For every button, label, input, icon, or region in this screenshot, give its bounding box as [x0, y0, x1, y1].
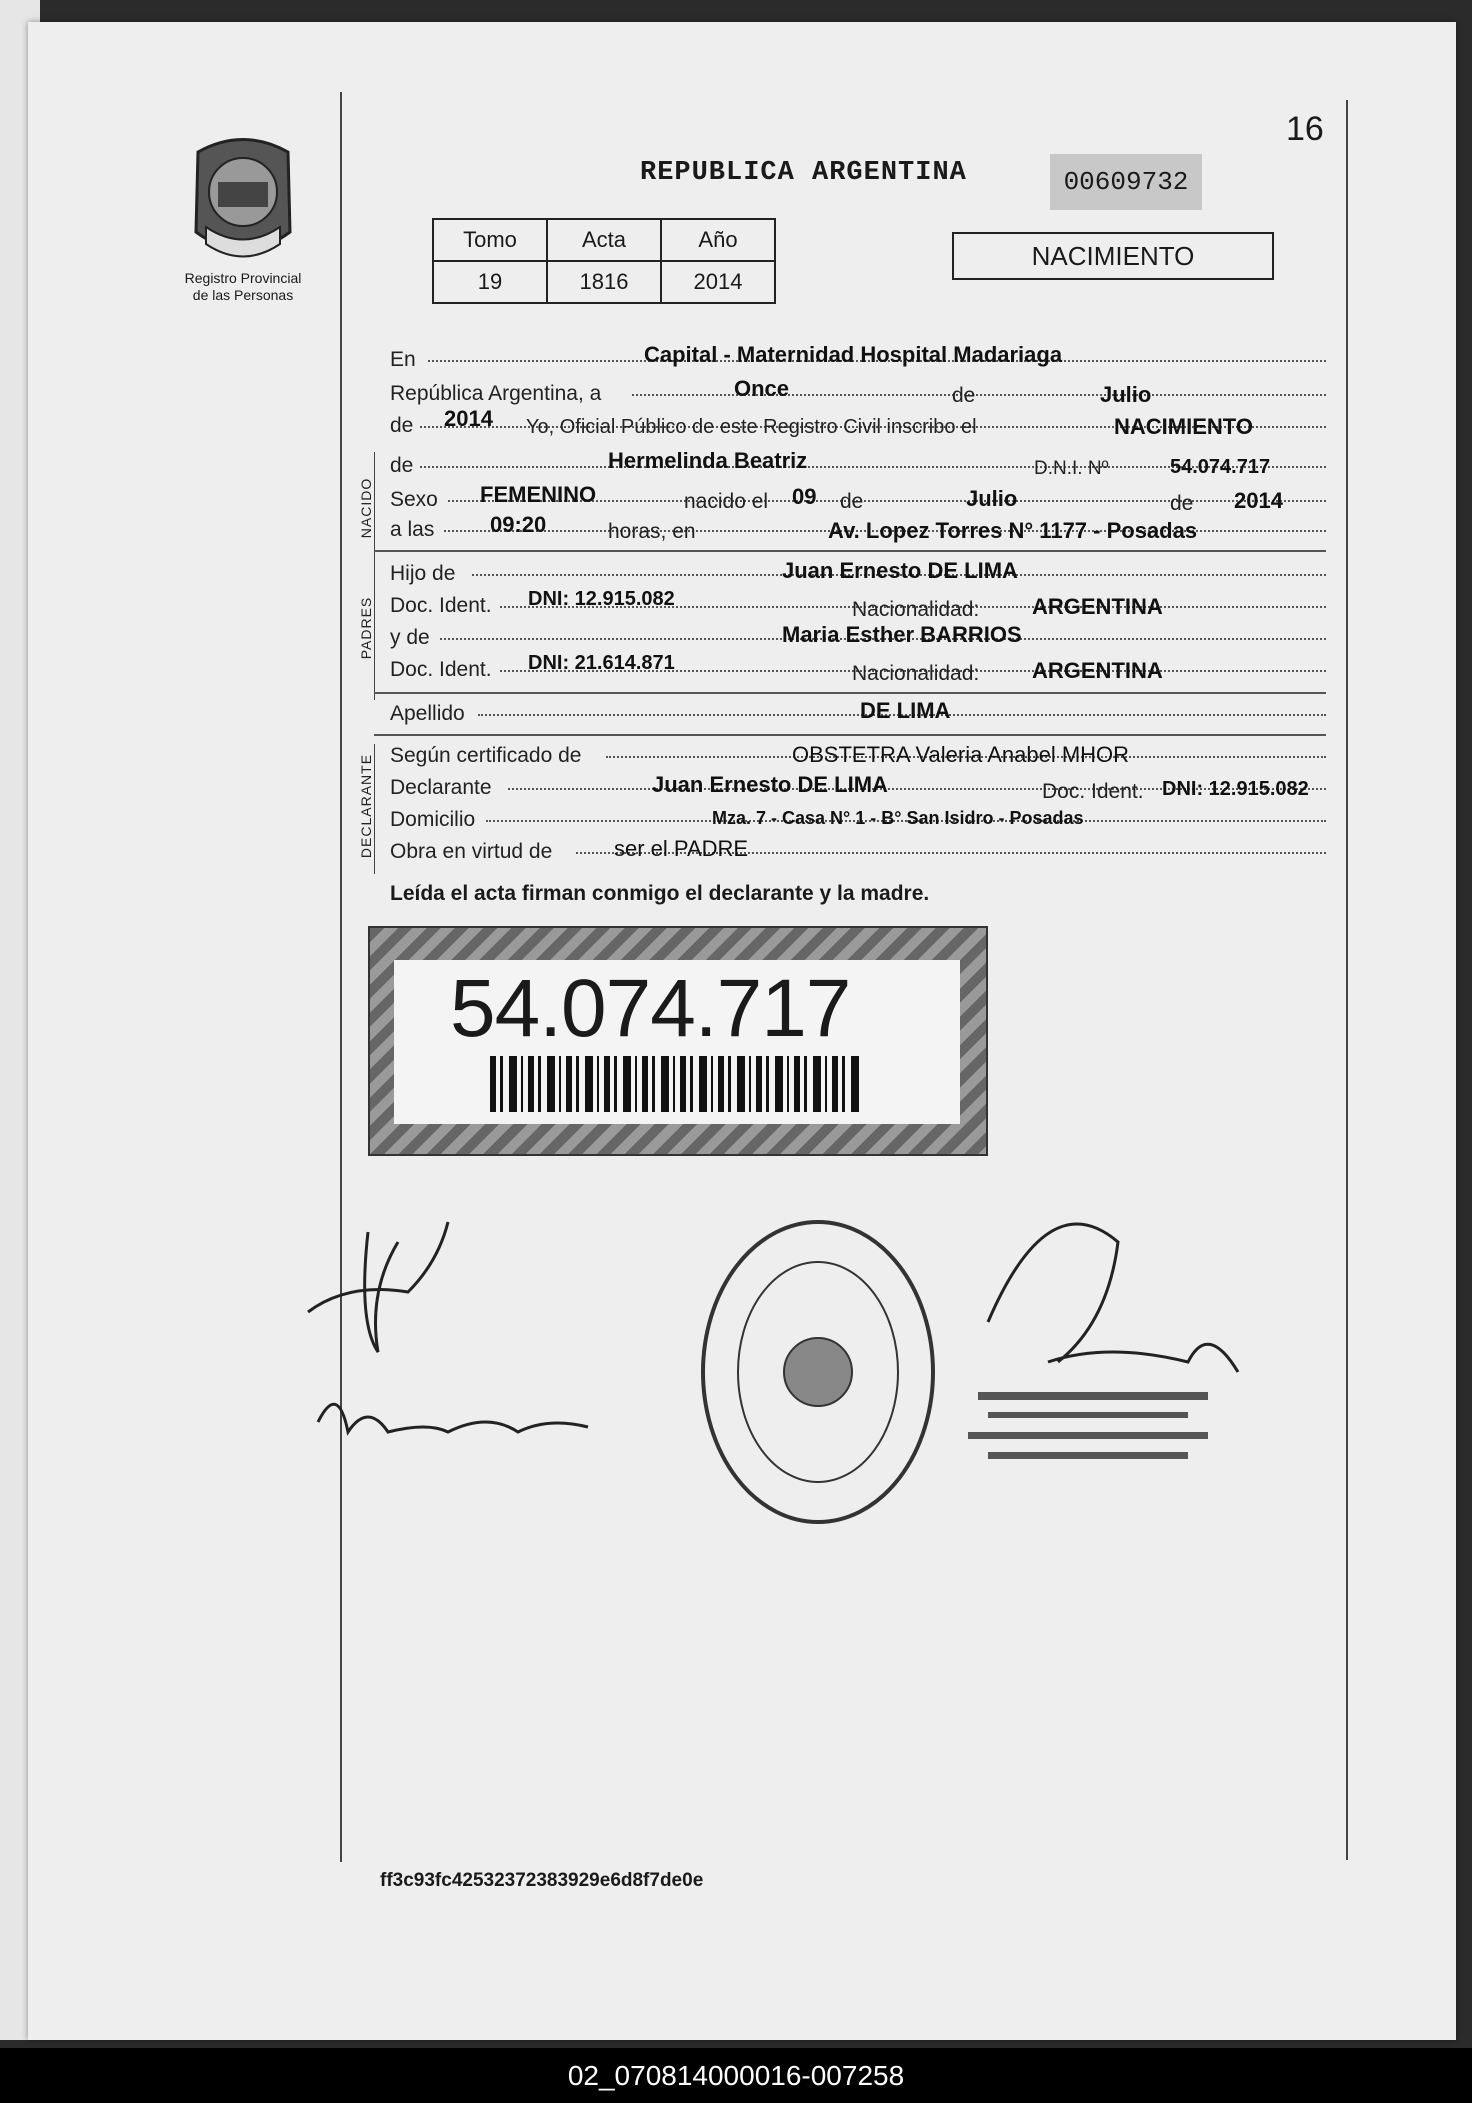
declarant-signature [308, 1222, 588, 1432]
value-declarante: Juan Ernesto DE LIMA [652, 772, 888, 797]
label-de2: de [390, 414, 414, 437]
section-rule [374, 734, 1326, 736]
document-type-box: NACIMIENTO [952, 232, 1274, 280]
value-certificado: OBSTETRA Valeria Anabel MHOR [792, 742, 1130, 767]
value-nac-dia: 09 [792, 484, 817, 509]
label-hijo-de: Hijo de [390, 562, 456, 585]
value-madre-doc: DNI: 21.614.871 [528, 652, 675, 674]
label-de5: de [1170, 492, 1194, 515]
value-domicilio: Mza. 7 - Casa N° 1 - B° San Isidro - Posadas [712, 808, 1084, 828]
value-nac-mes: Julio [966, 486, 1018, 511]
closing-statement: Leída el acta firman conmigo el declarante y la madre. [390, 882, 930, 905]
value-dni: 54.074.717 [1170, 456, 1271, 478]
value-lugar: Capital - Maternidad Hospital Madariaga [644, 342, 1063, 367]
value-tomo: 19 [433, 261, 547, 303]
label-nacionalidad2: Nacionalidad: [852, 662, 980, 685]
header-anio: Año [661, 219, 775, 261]
barcode-number: 54.074.717 [450, 963, 851, 1054]
official-name-stamp [968, 1392, 1208, 1459]
value-madre: Maria Esther BARRIOS [782, 622, 1022, 647]
side-label-declarante: DECLARANTE [358, 753, 374, 859]
country-title: REPUBLICA ARGENTINA [640, 158, 967, 188]
serial-stamp: 00609732 [1050, 154, 1202, 210]
value-hora: 09:20 [490, 512, 547, 537]
barcode-panel [394, 960, 960, 1124]
value-padre-doc: DNI: 12.915.082 [528, 588, 675, 610]
value-acta: 1816 [547, 261, 661, 303]
right-rule [1346, 100, 1348, 1860]
label-doc-ident2: Doc. Ident. [390, 658, 492, 681]
document-hash: ff3c93fc42532372383929e6d8f7de0e [380, 1870, 704, 1891]
value-dia: Once [734, 376, 790, 401]
label-de4: de [840, 490, 864, 513]
header-tomo: Tomo [433, 219, 547, 261]
value-mes: Julio [1100, 382, 1152, 407]
section-divider [374, 452, 375, 562]
label-nacido-el: nacido el [684, 490, 769, 513]
logo-caption-line2: de las Personas [192, 287, 294, 303]
section-divider [374, 744, 375, 874]
dni-barcode-sticker [368, 926, 988, 1156]
label-declarante: Declarante [390, 776, 492, 799]
label-en: En [390, 348, 416, 371]
label-doc-ident: Doc. Ident. [390, 594, 492, 617]
official-signature [988, 1224, 1238, 1372]
document-page [28, 22, 1456, 2040]
logo-caption-line1: Registro Provincial [184, 270, 302, 286]
page-number: 16 [1286, 110, 1324, 148]
left-rule [340, 92, 342, 1862]
label-dni: D.N.I. Nº [1034, 458, 1109, 479]
value-madre-nac: ARGENTINA [1032, 658, 1163, 683]
label-de: de [952, 384, 976, 407]
section-rule [374, 692, 1326, 694]
registry-caption [158, 270, 328, 304]
signatures-area [288, 1202, 1288, 1582]
header-acta: Acta [547, 219, 661, 261]
section-rule [374, 550, 1326, 552]
barcode-bars [490, 1056, 860, 1112]
value-declarante-doc: DNI: 12.915.082 [1162, 778, 1309, 800]
label-doc-ident3: Doc. Ident. [1042, 780, 1144, 803]
value-acto: NACIMIENTO [1114, 414, 1253, 439]
value-direccion: Av. Lopez Torres N° 1177 - Posadas [828, 518, 1198, 543]
value-anio: 2014 [661, 261, 775, 303]
label-y-de: y de [390, 626, 430, 649]
label-obra: Obra en virtud de [390, 840, 553, 863]
label-a-las: a las [390, 518, 435, 541]
value-sexo: FEMENINO [480, 482, 597, 507]
label-sexo: Sexo [390, 488, 438, 511]
label-de3: de [390, 454, 414, 477]
label-yo-oficial: Yo, Oficial Público de este Registro Civil inscribo el [526, 416, 977, 438]
side-label-nacido: NACIDO [358, 477, 374, 539]
label-domicilio: Domicilio [390, 808, 476, 831]
section-divider [374, 558, 375, 700]
label-horas-en: horas, en [608, 520, 696, 543]
file-id-footer: 02_070814000016-007258 [0, 2048, 1472, 2103]
value-obra: ser el PADRE [614, 836, 749, 861]
value-apellido: DE LIMA [860, 698, 951, 723]
value-padre-nac: ARGENTINA [1032, 594, 1163, 619]
value-padre: Juan Ernesto DE LIMA [782, 558, 1018, 583]
value-nombre: Hermelinda Beatriz [608, 448, 808, 473]
label-nacionalidad: Nacionalidad: [852, 598, 980, 621]
value-nac-anio: 2014 [1234, 488, 1283, 513]
value-anio: 2014 [444, 406, 493, 431]
province-seal-logo [178, 132, 308, 282]
side-label-padres: PADRES [358, 596, 374, 660]
ministry-stamp [703, 1222, 933, 1522]
tomo-acta-table [432, 218, 776, 304]
label-segun: Según certificado de [390, 744, 582, 767]
label-republica: República Argentina, a [390, 382, 602, 405]
label-apellido: Apellido [390, 702, 465, 725]
